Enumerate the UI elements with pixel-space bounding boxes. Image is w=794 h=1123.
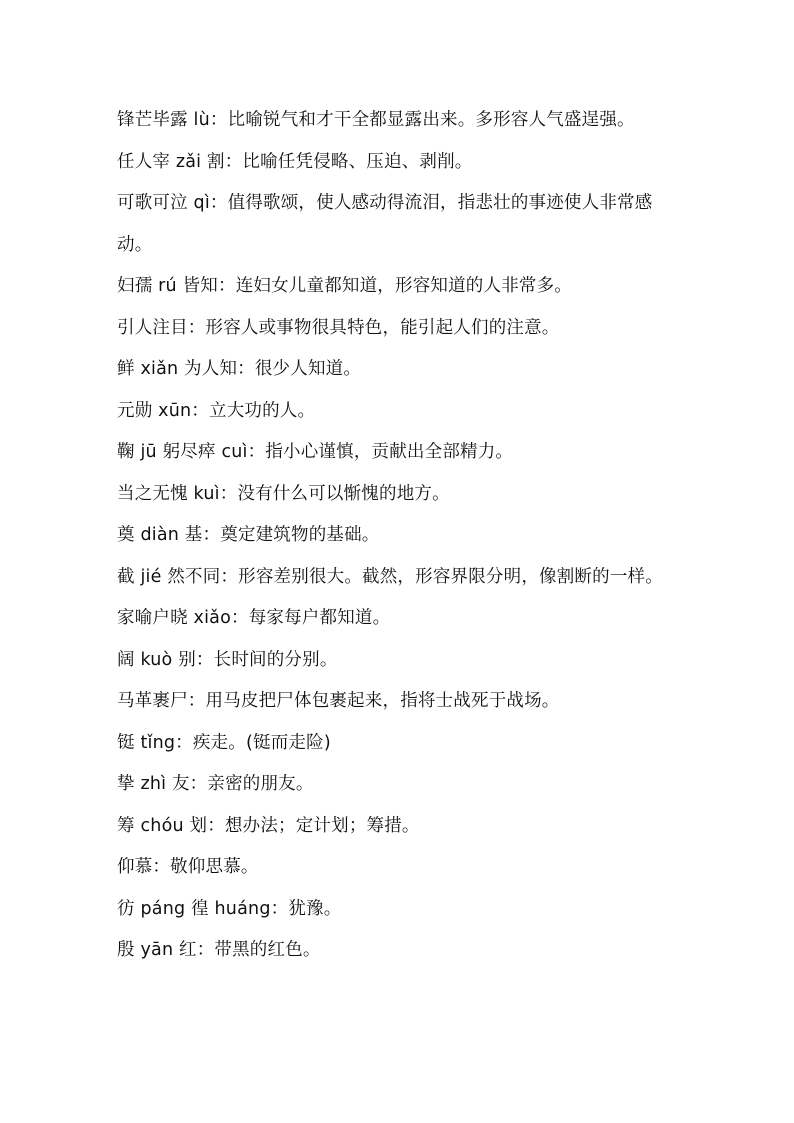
entry-dang-zhi-wu-kui: 当之无愧 kuì：没有什么可以惭愧的地方。	[117, 483, 450, 504]
entry-ju-gong-jin-cui: 鞠 jū 躬尽瘁 cuì：指小心谨慎，贡献出全部精力。	[117, 442, 514, 462]
entry-ting: 铤 tǐng：疾走。(铤而走险)	[117, 732, 331, 753]
entry-yang-mu: 仰慕：敬仰思慕。	[117, 857, 259, 877]
entry-jie-ran-bu-tong: 截 jié 然不同：形容差别很大。截然，形容界限分明，像割断的一样。	[117, 566, 663, 587]
entry-zhi-you: 挚 zhì 友：亲密的朋友。	[117, 774, 314, 794]
vocabulary-list	[117, 100, 687, 972]
entry-ke-ge-ke-qi: 可歌可泣 qì：值得歌颂，使人感动得流泪，指悲壮的事迹使人非常感动。	[117, 193, 653, 255]
entry-yuan-xun: 元勋 xūn：立大功的人。	[117, 400, 316, 421]
entry-chou-hua: 筹 chóu 划：想办法；定计划；筹措。	[117, 815, 420, 836]
entry-ren-ren-zai-ge: 任人宰 zǎi 割：比喻任凭侵略、压迫、剥削。	[117, 151, 473, 172]
entry-feng-mang-bi-lu: 锋芒毕露 lù：比喻锐气和才干全都显露出来。多形容人气盛逞强。	[117, 110, 635, 130]
entry-ma-ge-guo-shi: 马革裹尸：用马皮把尸体包裹起来，指将士战死于战场。	[117, 691, 560, 711]
entry-dian-ji: 奠 diàn 基：奠定建筑物的基础。	[117, 525, 380, 545]
entry-yan-hong: 殷 yān 红：带黑的红色。	[117, 940, 321, 960]
entry-jia-yu-hu-xiao: 家喻户晓 xiǎo：每家每户都知道。	[117, 608, 391, 628]
entry-pang-huang: 彷 páng 徨 huáng：犹豫。	[117, 898, 342, 919]
entry-fu-ru-jie-zhi: 妇孺 rú 皆知：连妇女儿童都知道，形容知道的人非常多。	[117, 276, 573, 296]
entry-yin-ren-zhu-mu: 引人注目：形容人或事物很具特色，能引起人们的注意。	[117, 317, 560, 338]
entry-kuo-bie: 阔 kuò 别：长时间的分别。	[117, 649, 338, 670]
entry-xian-wei-ren-zhi: 鲜 xiǎn 为人知：很少人知道。	[117, 359, 362, 379]
